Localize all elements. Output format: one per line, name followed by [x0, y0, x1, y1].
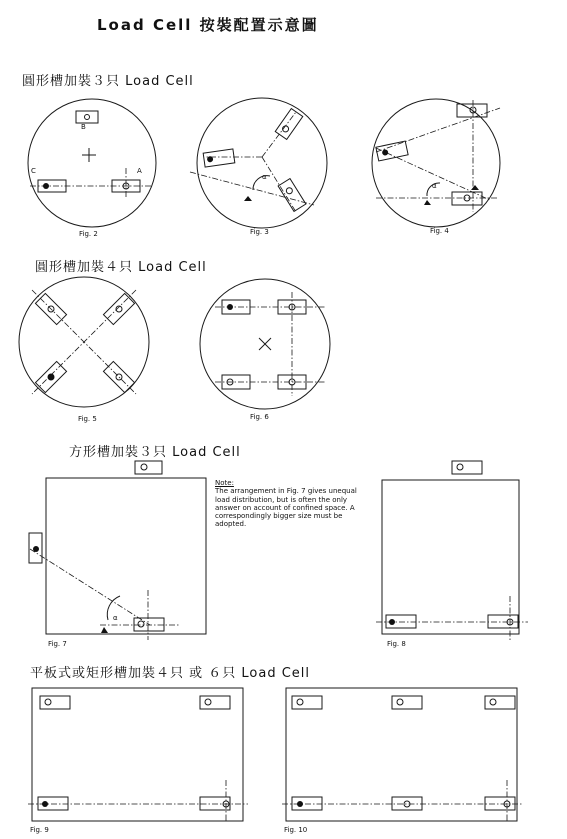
fig7-load-cell-top	[135, 461, 162, 474]
fig9-pin	[42, 801, 48, 807]
fig2-diagram	[28, 99, 156, 227]
section-round-three-heading: 圓形槽加裝３只 Load Cell	[22, 74, 194, 89]
fig4-tank-outline	[372, 99, 500, 227]
fig9-load-cell-top-right	[200, 696, 230, 709]
fig7-support-mark	[101, 627, 108, 633]
fig4-angle-label: α	[432, 182, 437, 190]
fig5-diagonal-line	[32, 290, 136, 394]
fig3-caption: Fig. 3	[250, 228, 269, 236]
fig3-load-cell-left	[203, 149, 235, 167]
fig7-diagram	[29, 461, 206, 640]
fig6-caption: Fig. 6	[250, 413, 269, 421]
marker-b: B	[81, 123, 86, 131]
fig10-tank-outline	[286, 688, 517, 821]
fig10-load-cell-top-mid	[392, 696, 422, 709]
fig7-load-cell-bottom-pin	[138, 621, 144, 627]
note-heading: Note:	[215, 479, 234, 487]
fig2-load-cell-b	[76, 111, 98, 123]
fig7-load-cell-top-pin	[141, 464, 147, 470]
fig3-load-cell-bottom	[278, 179, 306, 212]
fig7-angle-label: α	[113, 614, 118, 622]
page-title: Load Cell 按裝配置示意圖	[97, 16, 319, 34]
fig3-support-mark	[244, 196, 252, 201]
marker-c: C	[31, 167, 36, 175]
fig10-pin	[297, 699, 303, 705]
fig9-diagram	[28, 688, 248, 822]
fig10-load-cell-top-left	[292, 696, 322, 709]
fig10-diagram	[282, 688, 522, 822]
marker-a: A	[137, 167, 142, 175]
fig8-pin	[389, 619, 395, 625]
fig5-diagram	[19, 277, 149, 407]
fig4-diagram	[372, 99, 500, 227]
fig2-tank-outline	[28, 99, 156, 227]
fig5-load-cell-bottom-left	[35, 361, 66, 392]
fig9-load-cell-bottom-right	[200, 797, 230, 810]
fig7-tank-outline	[46, 478, 206, 634]
fig3-arm-line	[262, 157, 296, 212]
fig4-support-mark	[471, 185, 479, 190]
fig8-tank-outline	[382, 480, 519, 634]
fig10-load-cell-bottom-left	[292, 797, 322, 810]
fig9-pin	[45, 699, 51, 705]
fig4-angle-arc	[427, 183, 440, 196]
fig2-caption: Fig. 2	[79, 230, 98, 238]
fig8-load-cell-top-pin	[457, 464, 463, 470]
note-body: The arrangement in Fig. 7 gives unequal load distribution, but is often the only answer on account of confined space. A correspondingly bigger size must be adopted.	[215, 487, 357, 529]
fig4-load-cell-left	[376, 141, 408, 161]
fig4-support-mark	[424, 200, 431, 205]
fig4-load-cell-bottom	[452, 192, 482, 205]
fig9-pin	[205, 699, 211, 705]
fig9-caption: Fig. 9	[30, 826, 49, 834]
fig9-tank-outline	[32, 688, 243, 821]
fig9-load-cell-top-left	[40, 696, 70, 709]
fig10-pin	[490, 699, 496, 705]
fig3-tank-outline	[197, 98, 327, 228]
fig8-load-cell-top	[452, 461, 482, 474]
fig10-load-cell-bottom-right	[485, 797, 515, 810]
fig5-caption: Fig. 5	[78, 415, 97, 423]
fig8-caption: Fig. 8	[387, 640, 406, 648]
fig8-diagram	[376, 461, 528, 640]
fig10-pin	[297, 801, 303, 807]
fig3-load-cell-top	[275, 109, 303, 140]
fig8-load-cell-bottom-right	[488, 615, 518, 628]
fig2-load-cell-b-pin	[85, 115, 90, 120]
fig7-diagonal-line	[30, 549, 150, 625]
fig3-diagram	[190, 98, 327, 228]
fig2-load-cell-c-pin	[43, 183, 49, 189]
section-round-four-heading: 圓形槽加裝４只 Load Cell	[35, 260, 207, 275]
fig6-pin	[227, 304, 233, 310]
fig10-load-cell-bottom-mid	[392, 797, 422, 810]
fig4-caption: Fig. 4	[430, 227, 449, 235]
fig10-load-cell-top-right	[485, 696, 515, 709]
fig10-caption: Fig. 10	[284, 826, 308, 834]
fig5-load-cell-top-right	[103, 293, 134, 324]
section-flat-heading: 平板式或矩形槽加裝４只 或 ６只 Load Cell	[30, 666, 311, 681]
fig10-pin	[397, 699, 403, 705]
fig3-angle-arc	[253, 176, 270, 190]
fig6-diagram	[200, 279, 330, 409]
fig3-angle-label: α	[262, 173, 267, 181]
section-square-three-heading: 方形槽加裝３只 Load Cell	[69, 445, 241, 460]
fig7-caption: Fig. 7	[48, 640, 67, 648]
